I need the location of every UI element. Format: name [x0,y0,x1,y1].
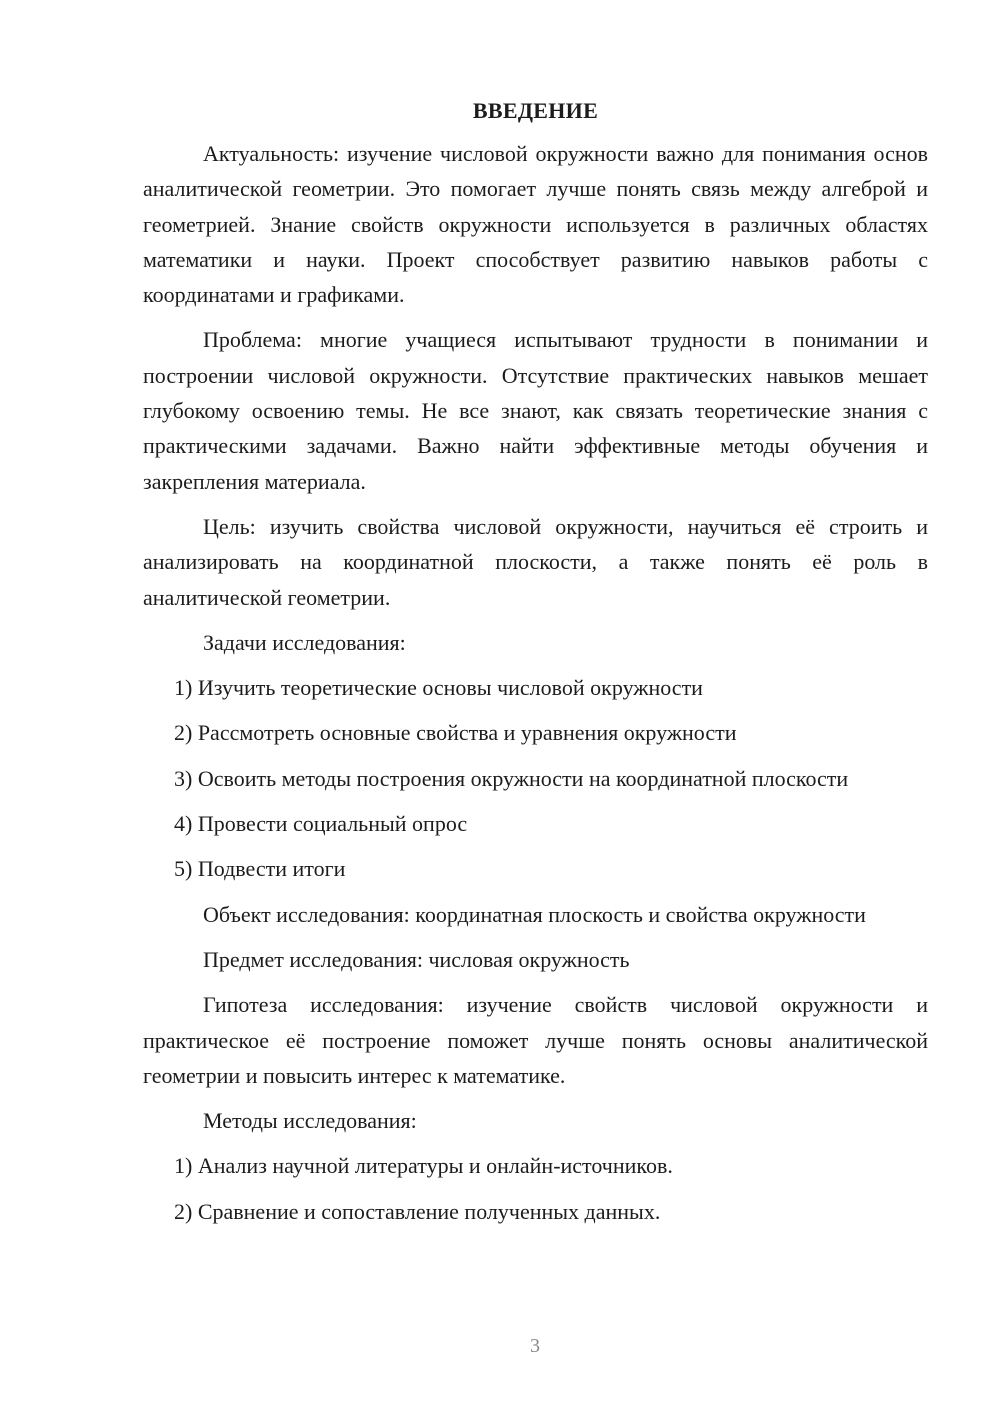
object-paragraph: Объект исследования: координатная плоскость и свойства окружности [203,901,866,927]
tasks-title: Задачи исследования: [203,629,406,655]
task-item-4: 4) Провести социальный опрос [174,811,468,837]
task-item-5: 5) Подвести итоги [174,856,346,882]
method-item-1: 1) Анализ научной литературы и онлайн-источников. [174,1153,673,1179]
section-heading: ВВЕДЕНИЕ [472,98,599,123]
task-item-2: 2) Рассмотреть основные свойства и уравнения окружности [174,720,737,746]
page-content [143,94,928,1239]
problem-paragraph: Проблема: многие учащиеся испытывают трудности в понимании и построении числовой окружности. Отсутствие практических навыков мешает глубокому освоению темы. Не все знают, как связать теоретические знания с практическими задачами. Важно найти эффективные методы обучения и закрепления материала. [143,327,928,494]
subject-paragraph: Предмет исследования: числовая окружность [203,946,630,972]
method-item-2: 2) Сравнение и сопоставление полученных данных. [174,1198,661,1224]
task-item-1: 1) Изучить теоретические основы числовой окружности [174,675,703,701]
task-item-3: 3) Освоить методы построения окружности на координатной плоскости [174,765,849,791]
actuality-paragraph: Актуальность: изучение числовой окружности важно для понимания основ аналитической геометрии. Это помогает лучше понять связь между алгеброй и геометрией. Знание свойств окружности используется в различных областях математики и науки. Проект способствует развитию навыков работы с координатами и графиками. [143,141,928,308]
goal-paragraph: Цель: изучить свойства числовой окружности, научиться её строить и анализировать на координатной плоскости, а также понять её роль в аналитической геометрии. [143,513,928,610]
hypothesis-paragraph: Гипотеза исследования: изучение свойств числовой окружности и практическое её построение поможет лучше понять основы аналитической геометрии и повысить интерес к математике. [143,992,928,1088]
methods-title: Методы исследования: [203,1108,417,1134]
page-number: 3 [530,1335,540,1357]
